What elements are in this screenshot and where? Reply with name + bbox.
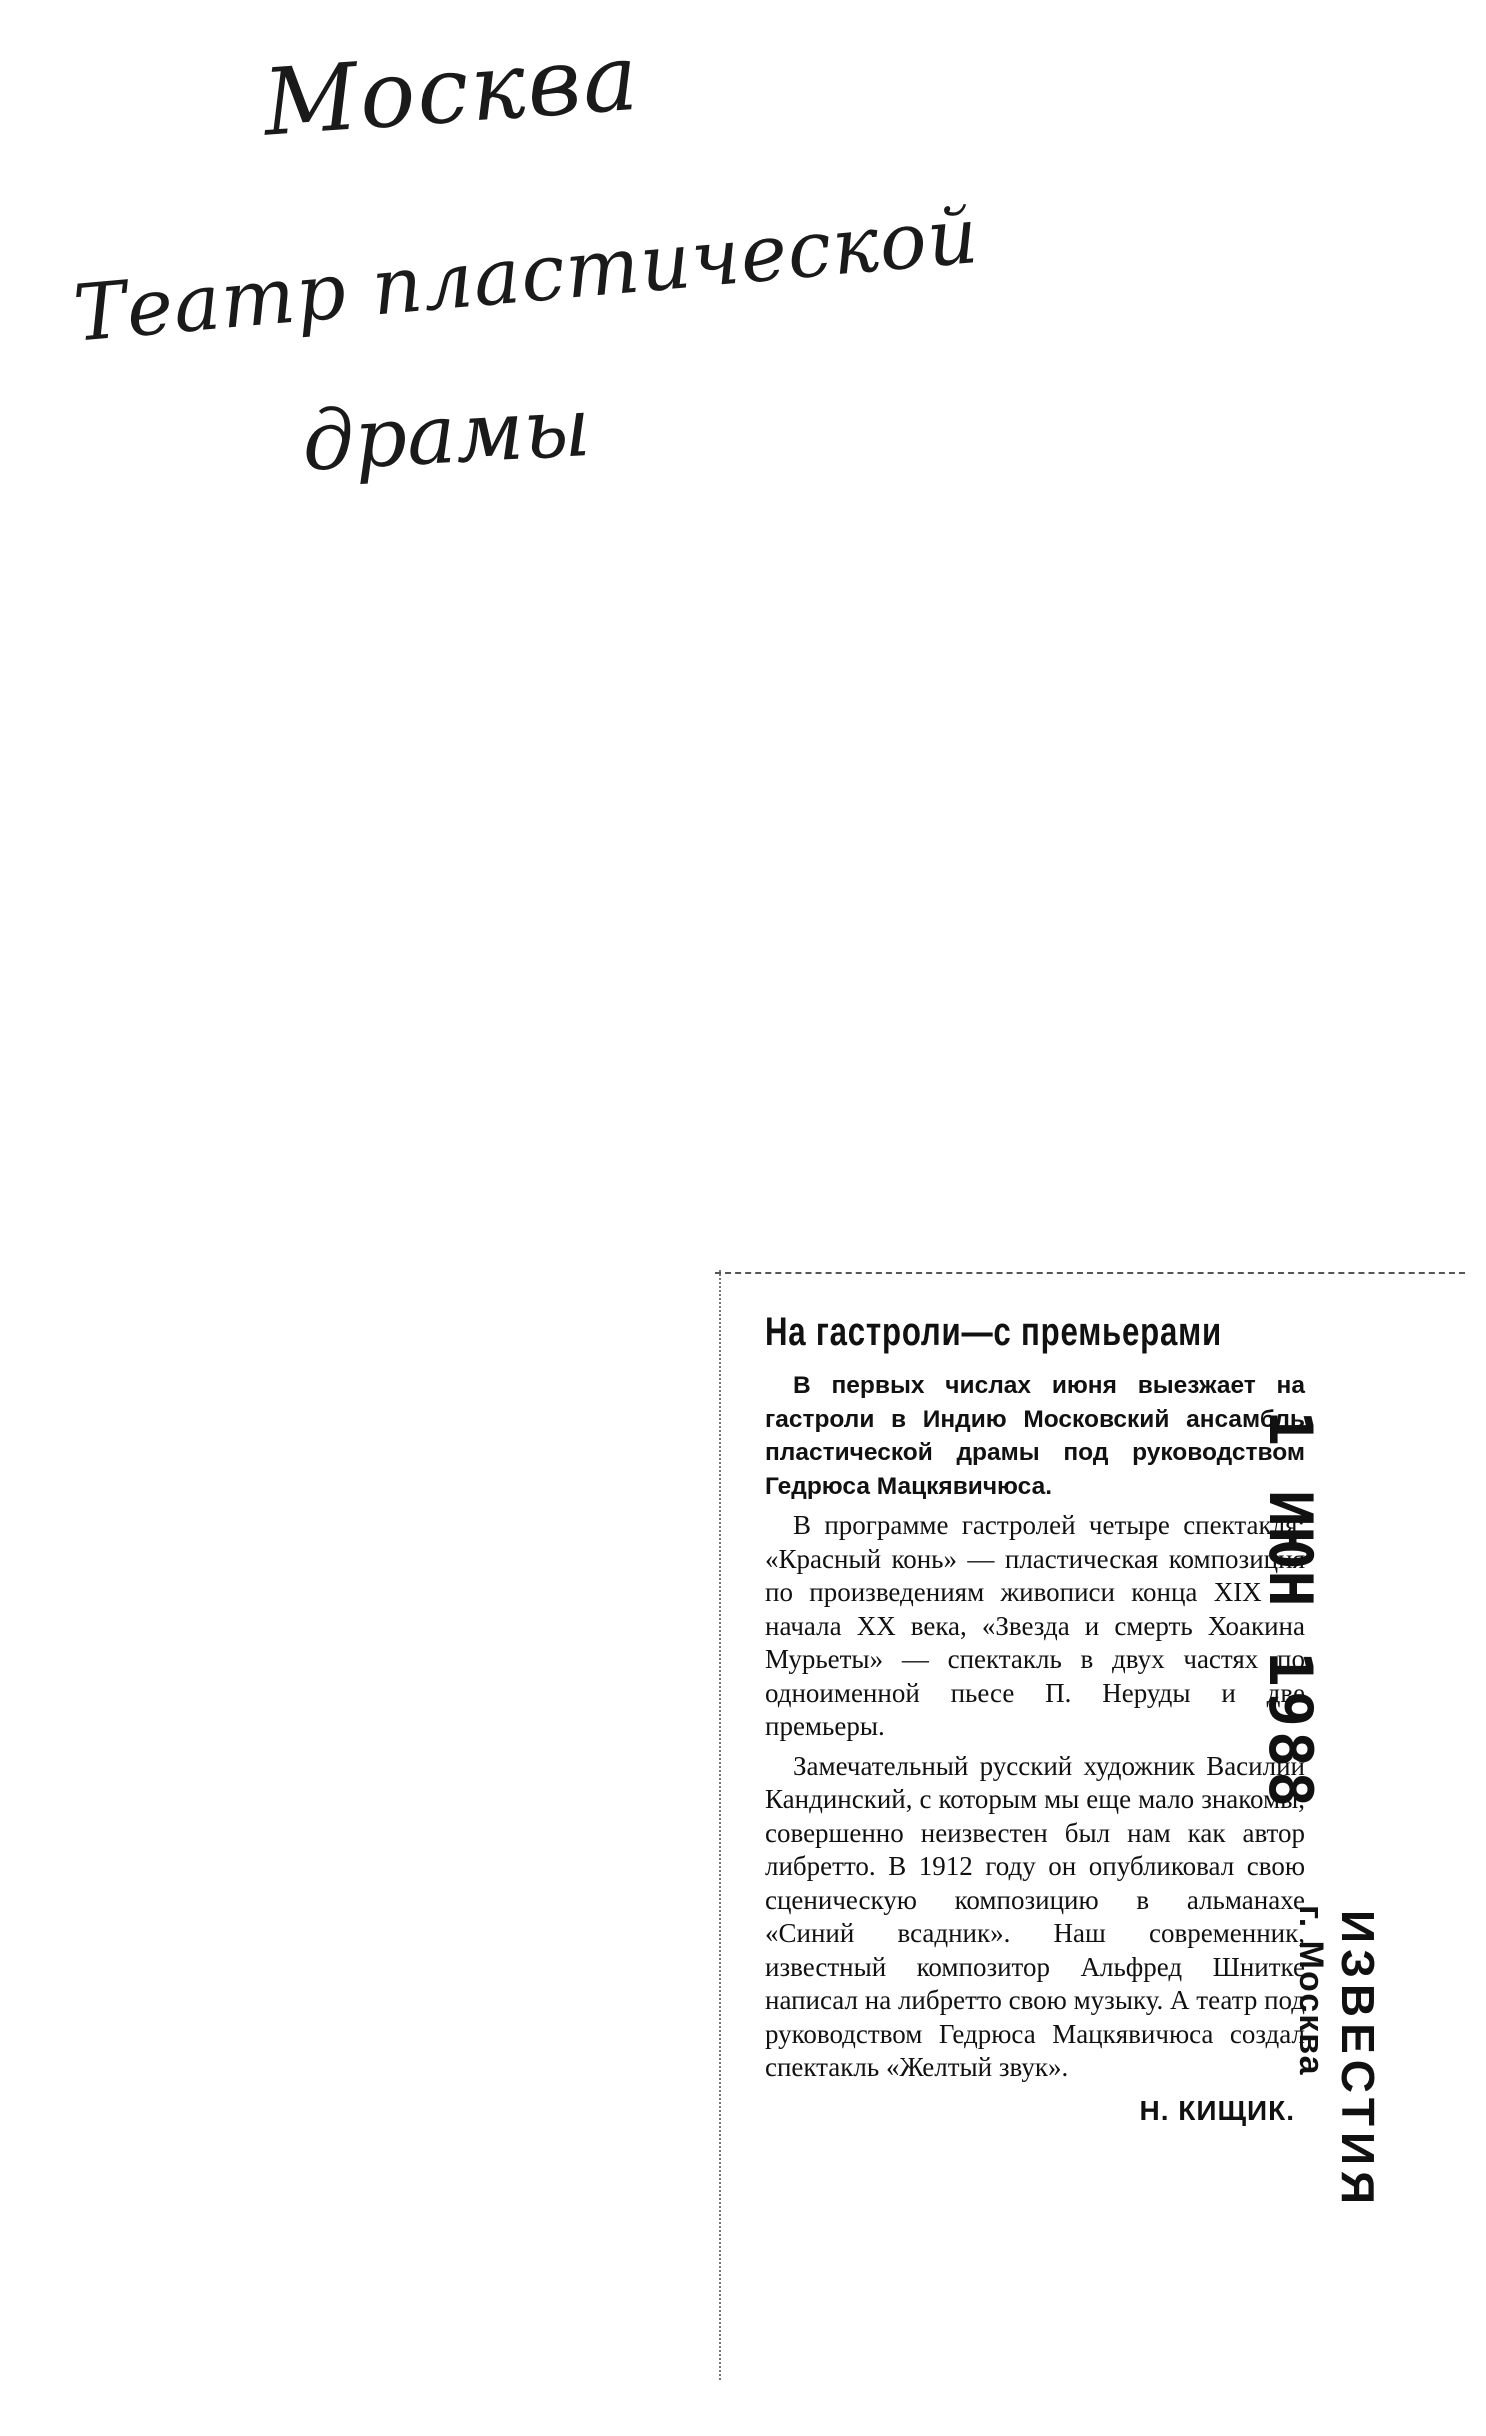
clipping-top-edge bbox=[715, 1272, 1465, 1274]
clipping-left-edge bbox=[719, 1270, 721, 2380]
article-paragraph-2: Замечательный русский художник Василий Кандинский, с которым мы еще мало знакомы, совершенно неизвестен был нам как автор либретто. В 1912 году он опубликовал свою сценическую композицию в альманахе «Синий всадник». Наш современник, известный композитор Альфред Шнитке написал на либретто свою музыку. А театр под руководством Гедрюса Мацкявичюса создал спектакль «Желтый звук». bbox=[765, 1750, 1305, 2082]
article-paragraph-1: В программе гастролей четыре спектакля: «Красный конь» — пластическая композиция по произведениям живописи конца XIX — начала XX века, «Звезда и смерть Хоакина Мурьеты» — спектакль в двух частях по одноименной пьесе П. Неруды и две премьеры. bbox=[765, 1510, 1305, 1741]
handwritten-theatre-line1: Театр пластической bbox=[70, 190, 983, 360]
handwritten-city: Москва bbox=[260, 23, 644, 157]
article bbox=[765, 1310, 1305, 2127]
stamp-city: г. Москва bbox=[1292, 1905, 1330, 2077]
newspaper-clipping bbox=[715, 1270, 1475, 2400]
stamp-date: 1 ИЮН 1988 bbox=[1255, 1410, 1325, 1812]
article-author: Н. КИЩИК. bbox=[1139, 2094, 1295, 2126]
article-lead: В первых числах июня выезжает на гастроли в Индию Московский ансамбль пластической драмы под руководством Гедрюса Мацкявичюса. bbox=[765, 1372, 1305, 1500]
article-headline: На гастроли—с премьерами bbox=[765, 1310, 1222, 1354]
handwritten-theatre-line2: драмы bbox=[300, 379, 593, 490]
stamp-source: ИЗВЕСТИЯ bbox=[1332, 1910, 1384, 2211]
